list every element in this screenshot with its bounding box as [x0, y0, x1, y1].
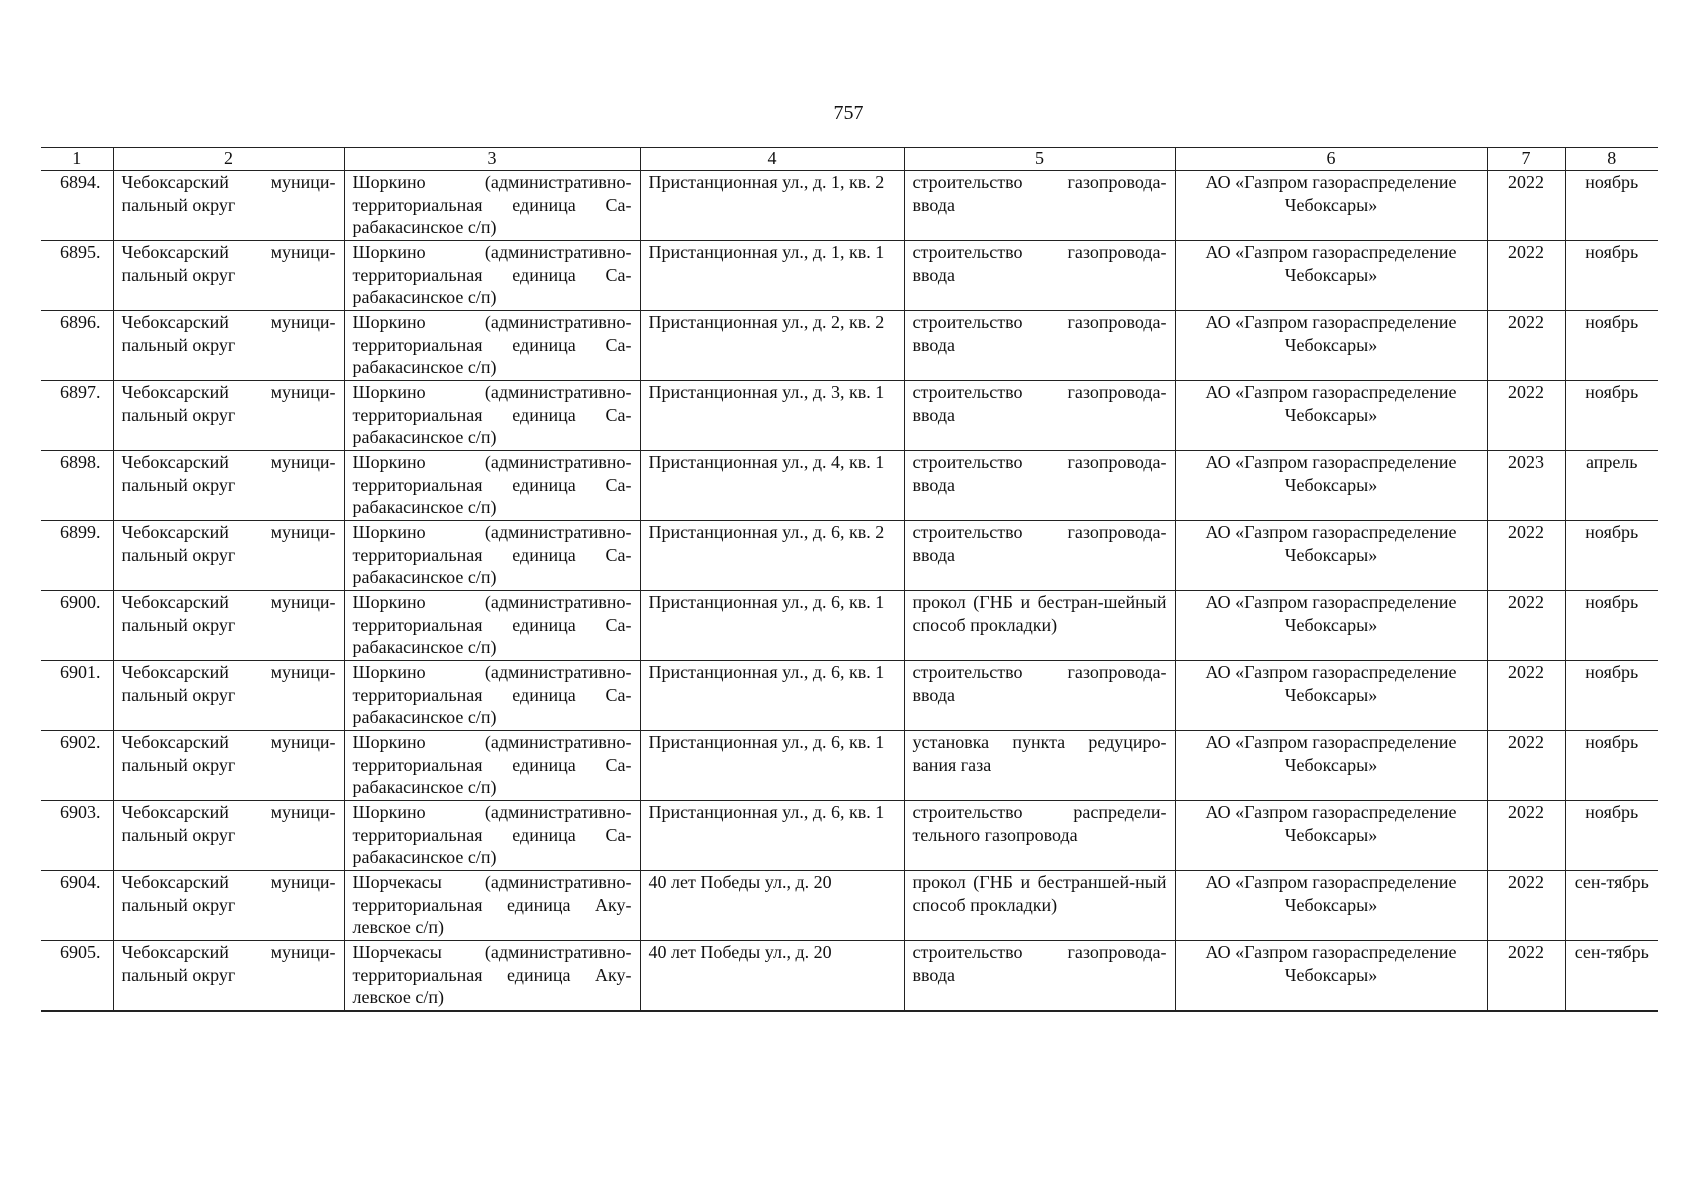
table-row	[41, 171, 1658, 241]
table-row	[41, 451, 1658, 521]
table-row	[41, 311, 1658, 381]
row-number-cell: 6901.	[41, 661, 113, 731]
address-cell: Пристанционная ул., д. 6, кв. 1	[640, 801, 904, 871]
work-type-cell: прокол (ГНБ и бестраншей-ный способ прокладки)	[904, 871, 1175, 941]
organization-cell: АО «Газпром газораспределение Чебоксары»	[1175, 731, 1487, 801]
organization-cell: АО «Газпром газораспределение Чебоксары»	[1175, 241, 1487, 311]
column-header: 6	[1175, 148, 1487, 171]
district-cell: Чебоксарский муници-пальный округ	[113, 241, 344, 311]
organization-cell: АО «Газпром газораспределение Чебоксары»	[1175, 591, 1487, 661]
work-type-cell: строительство газопровода-ввода	[904, 241, 1175, 311]
address-cell: Пристанционная ул., д. 1, кв. 1	[640, 241, 904, 311]
month-cell: ноябрь	[1565, 731, 1658, 801]
organization-cell: АО «Газпром газораспределение Чебоксары»	[1175, 871, 1487, 941]
settlement-cell: Шоркино (административно-территориальная единица Са-рабакасинское с/п)	[344, 661, 640, 731]
table-row	[41, 941, 1658, 1012]
organization-cell: АО «Газпром газораспределение Чебоксары»	[1175, 941, 1487, 1012]
month-cell: ноябрь	[1565, 171, 1658, 241]
month-cell: апрель	[1565, 451, 1658, 521]
year-cell: 2022	[1487, 381, 1565, 451]
row-number-cell: 6903.	[41, 801, 113, 871]
address-cell: 40 лет Победы ул., д. 20	[640, 871, 904, 941]
table-row	[41, 591, 1658, 661]
address-cell: Пристанционная ул., д. 1, кв. 2	[640, 171, 904, 241]
table-row	[41, 801, 1658, 871]
organization-cell: АО «Газпром газораспределение Чебоксары»	[1175, 381, 1487, 451]
row-number-cell: 6897.	[41, 381, 113, 451]
table-row	[41, 871, 1658, 941]
header-row	[41, 148, 1658, 171]
organization-cell: АО «Газпром газораспределение Чебоксары»	[1175, 451, 1487, 521]
address-cell: Пристанционная ул., д. 3, кв. 1	[640, 381, 904, 451]
year-cell: 2022	[1487, 661, 1565, 731]
table-row	[41, 521, 1658, 591]
district-cell: Чебоксарский муници-пальный округ	[113, 731, 344, 801]
row-number-cell: 6894.	[41, 171, 113, 241]
address-cell: Пристанционная ул., д. 4, кв. 1	[640, 451, 904, 521]
work-type-cell: строительство газопровода-ввода	[904, 451, 1175, 521]
address-cell: Пристанционная ул., д. 6, кв. 1	[640, 731, 904, 801]
table-row	[41, 241, 1658, 311]
district-cell: Чебоксарский муници-пальный округ	[113, 941, 344, 1012]
month-cell: ноябрь	[1565, 521, 1658, 591]
year-cell: 2022	[1487, 521, 1565, 591]
row-number-cell: 6902.	[41, 731, 113, 801]
work-type-cell: строительство газопровода-ввода	[904, 171, 1175, 241]
year-cell: 2022	[1487, 941, 1565, 1012]
row-number-cell: 6900.	[41, 591, 113, 661]
year-cell: 2022	[1487, 731, 1565, 801]
work-type-cell: установка пункта редуциро-вания газа	[904, 731, 1175, 801]
row-number-cell: 6904.	[41, 871, 113, 941]
settlement-cell: Шоркино (административно-территориальная единица Са-рабакасинское с/п)	[344, 241, 640, 311]
work-type-cell: строительство газопровода-ввода	[904, 381, 1175, 451]
row-number-cell: 6899.	[41, 521, 113, 591]
month-cell: сен-тябрь	[1565, 941, 1658, 1012]
address-cell: 40 лет Победы ул., д. 20	[640, 941, 904, 1012]
address-cell: Пристанционная ул., д. 2, кв. 2	[640, 311, 904, 381]
year-cell: 2022	[1487, 171, 1565, 241]
settlement-cell: Шоркино (административно-территориальная единица Са-рабакасинское с/п)	[344, 521, 640, 591]
year-cell: 2022	[1487, 801, 1565, 871]
organization-cell: АО «Газпром газораспределение Чебоксары»	[1175, 801, 1487, 871]
month-cell: ноябрь	[1565, 381, 1658, 451]
column-header: 5	[904, 148, 1175, 171]
month-cell: ноябрь	[1565, 311, 1658, 381]
work-type-cell: строительство газопровода-ввода	[904, 311, 1175, 381]
page-number: 757	[833, 102, 864, 124]
year-cell: 2023	[1487, 451, 1565, 521]
settlement-cell: Шорчекасы (административно-территориальная единица Аку-левское с/п)	[344, 941, 640, 1012]
organization-cell: АО «Газпром газораспределение Чебоксары»	[1175, 311, 1487, 381]
month-cell: ноябрь	[1565, 661, 1658, 731]
column-header: 4	[640, 148, 904, 171]
row-number-cell: 6905.	[41, 941, 113, 1012]
month-cell: ноябрь	[1565, 241, 1658, 311]
settlement-cell: Шорчекасы (административно-территориальная единица Аку-левское с/п)	[344, 871, 640, 941]
table-row	[41, 661, 1658, 731]
row-number-cell: 6898.	[41, 451, 113, 521]
organization-cell: АО «Газпром газораспределение Чебоксары»	[1175, 661, 1487, 731]
year-cell: 2022	[1487, 871, 1565, 941]
district-cell: Чебоксарский муници-пальный округ	[113, 381, 344, 451]
year-cell: 2022	[1487, 311, 1565, 381]
work-type-cell: строительство распредели-тельного газопровода	[904, 801, 1175, 871]
row-number-cell: 6896.	[41, 311, 113, 381]
district-cell: Чебоксарский муници-пальный округ	[113, 661, 344, 731]
organization-cell: АО «Газпром газораспределение Чебоксары»	[1175, 171, 1487, 241]
table-row	[41, 731, 1658, 801]
column-header: 2	[113, 148, 344, 171]
column-header: 1	[41, 148, 113, 171]
settlement-cell: Шоркино (административно-территориальная единица Са-рабакасинское с/п)	[344, 381, 640, 451]
address-cell: Пристанционная ул., д. 6, кв. 2	[640, 521, 904, 591]
table-row	[41, 381, 1658, 451]
settlement-cell: Шоркино (административно-территориальная единица Са-рабакасинское с/п)	[344, 801, 640, 871]
district-cell: Чебоксарский муници-пальный округ	[113, 451, 344, 521]
settlement-cell: Шоркино (административно-территориальная единица Са-рабакасинское с/п)	[344, 731, 640, 801]
year-cell: 2022	[1487, 241, 1565, 311]
district-cell: Чебоксарский муници-пальный округ	[113, 591, 344, 661]
work-type-cell: строительство газопровода-ввода	[904, 521, 1175, 591]
district-cell: Чебоксарский муници-пальный округ	[113, 521, 344, 591]
settlement-cell: Шоркино (административно-территориальная единица Са-рабакасинское с/п)	[344, 171, 640, 241]
column-header: 8	[1565, 148, 1658, 171]
column-header: 3	[344, 148, 640, 171]
year-cell: 2022	[1487, 591, 1565, 661]
district-cell: Чебоксарский муници-пальный округ	[113, 171, 344, 241]
work-type-cell: прокол (ГНБ и бестран-шейный способ прокладки)	[904, 591, 1175, 661]
work-type-cell: строительство газопровода-ввода	[904, 661, 1175, 731]
registry-table	[41, 147, 1658, 1012]
district-cell: Чебоксарский муници-пальный округ	[113, 801, 344, 871]
district-cell: Чебоксарский муници-пальный округ	[113, 871, 344, 941]
organization-cell: АО «Газпром газораспределение Чебоксары»	[1175, 521, 1487, 591]
address-cell: Пристанционная ул., д. 6, кв. 1	[640, 661, 904, 731]
settlement-cell: Шоркино (административно-территориальная единица Са-рабакасинское с/п)	[344, 451, 640, 521]
settlement-cell: Шоркино (административно-территориальная единица Са-рабакасинское с/п)	[344, 311, 640, 381]
address-cell: Пристанционная ул., д. 6, кв. 1	[640, 591, 904, 661]
column-header: 7	[1487, 148, 1565, 171]
work-type-cell: строительство газопровода-ввода	[904, 941, 1175, 1012]
month-cell: ноябрь	[1565, 801, 1658, 871]
row-number-cell: 6895.	[41, 241, 113, 311]
district-cell: Чебоксарский муници-пальный округ	[113, 311, 344, 381]
month-cell: сен-тябрь	[1565, 871, 1658, 941]
settlement-cell: Шоркино (административно-территориальная единица Са-рабакасинское с/п)	[344, 591, 640, 661]
month-cell: ноябрь	[1565, 591, 1658, 661]
